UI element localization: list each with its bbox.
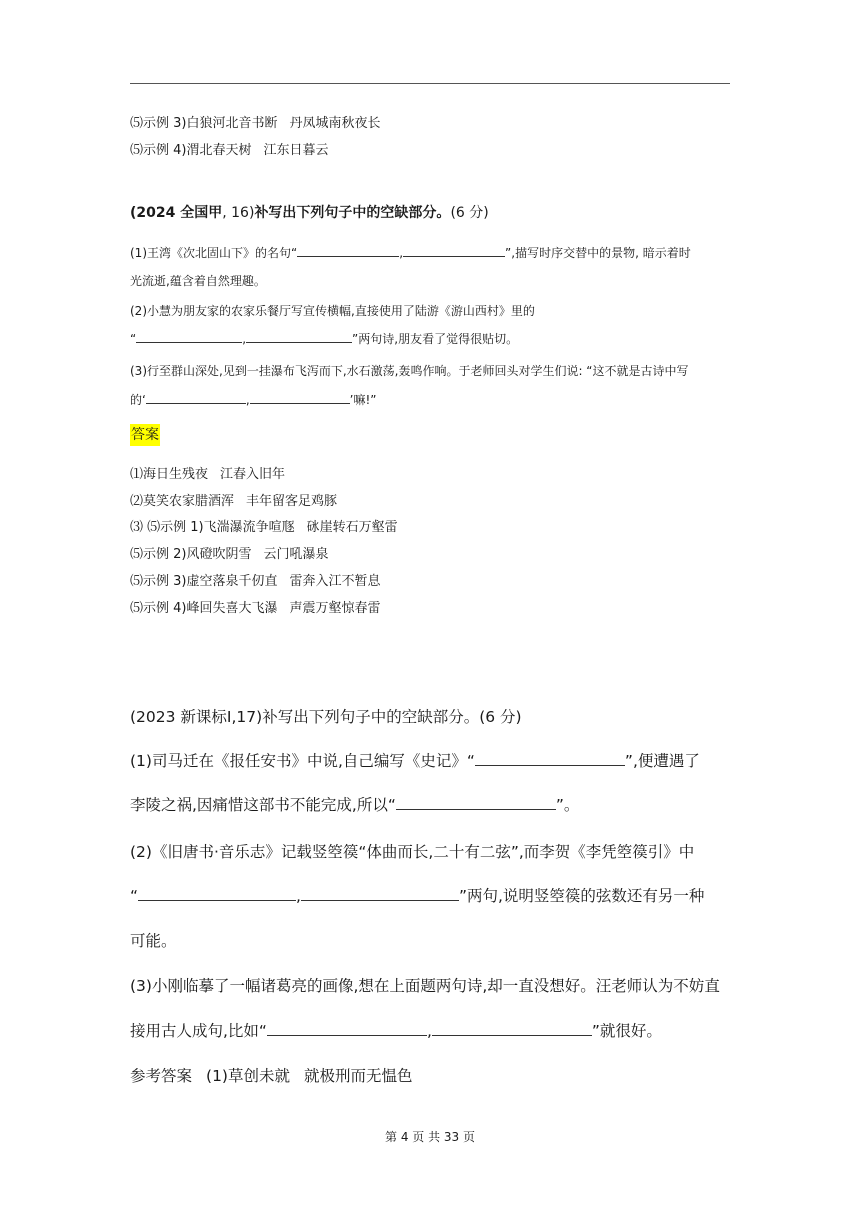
fill-blank bbox=[267, 1021, 427, 1036]
answer-line: ⑸示例 2)风磴吹阴雪 云门吼瀑泉 bbox=[130, 547, 329, 562]
question-heading: (2024 全国甲, 16)补写出下列句子中的空缺部分。(6 分) bbox=[130, 205, 489, 221]
answer-label: 答案 bbox=[130, 424, 160, 444]
question-part-3: (3)小刚临摹了一幅诸葛亮的画像,想在上面题两句诗,却一直没想好。汪老师认为不妨直 bbox=[130, 977, 720, 995]
question-part-3: (3)行至群山深处,见到一挂瀑布飞泻而下,水石激荡,轰鸣作响。于老师回头对学生们说: “这不就是古诗中写 bbox=[130, 364, 689, 378]
answer-line: ⑸示例 3)白狼河北音书断 丹凤城南秋夜长 bbox=[130, 116, 381, 131]
fill-blank bbox=[396, 795, 556, 810]
answer-line: ⑶ ⑸示例 1)飞湍瀑流争喧豗 砯崖转石万壑雷 bbox=[130, 520, 398, 535]
reference-answer: 参考答案 (1)草创未就 就极刑而无愠色 bbox=[130, 1067, 413, 1085]
question-text: 李陵之祸,因痛惜这部书不能完成,所以“ ”。 bbox=[130, 796, 580, 814]
answer-line: ⑵莫笑农家腊酒浑 丰年留客足鸡豚 bbox=[130, 494, 338, 509]
fill-blank bbox=[297, 244, 399, 257]
header-rule bbox=[130, 83, 730, 84]
page-footer: 第 4 页 共 33 页 bbox=[385, 1130, 475, 1144]
fill-blank bbox=[136, 330, 242, 343]
question-text: “ , ”两句诗,朋友看了觉得很贴切。 bbox=[130, 332, 519, 346]
question-text: “ , ”两句,说明竖箜篌的弦数还有另一种 bbox=[130, 887, 705, 905]
fill-blank bbox=[138, 886, 296, 901]
fill-blank bbox=[301, 886, 459, 901]
answer-line: ⑸示例 4)峰回失喜大飞瀑 声震万壑惊春雷 bbox=[130, 601, 381, 616]
fill-blank bbox=[403, 244, 505, 257]
fill-blank bbox=[432, 1021, 592, 1036]
question-part-2: (2)小慧为朋友家的农家乐餐厅写宣传横幅,直接使用了陆游《游山西村》里的 bbox=[130, 304, 535, 318]
question-part-1: (1)司马迁在《报任安书》中说,自己编写《史记》“ ”,便遭遇了 bbox=[130, 752, 700, 770]
answer-line: ⑴海日生残夜 江春入旧年 bbox=[130, 467, 286, 482]
fill-blank bbox=[250, 391, 350, 404]
answer-line: ⑸示例 3)虚空落泉千仞直 雷奔入江不暂息 bbox=[130, 574, 381, 589]
answer-line: ⑸示例 4)渭北春天树 江东日暮云 bbox=[130, 143, 329, 158]
fill-blank bbox=[475, 751, 625, 766]
question-text: 光流逝,蕴含着自然理趣。 bbox=[130, 274, 266, 288]
fill-blank bbox=[146, 391, 246, 404]
fill-blank bbox=[246, 330, 352, 343]
question-part-2: (2)《旧唐书·音乐志》记载竖箜篌“体曲而长,二十有二弦”,而李贺《李凭箜篌引》中 bbox=[130, 843, 695, 861]
question-text: 接用古人成句,比如“ , ”就很好。 bbox=[130, 1022, 662, 1040]
question-part-1: (1)王湾《次北固山下》的名句“ , ”,描写时序交替中的景物, 暗示着时 bbox=[130, 246, 691, 260]
question-text: 可能。 bbox=[130, 932, 177, 950]
question-heading: (2023 新课标Ⅰ,17)补写出下列句子中的空缺部分。(6 分) bbox=[130, 708, 522, 726]
question-text: 的‘ , ’嘛!” bbox=[130, 393, 377, 407]
